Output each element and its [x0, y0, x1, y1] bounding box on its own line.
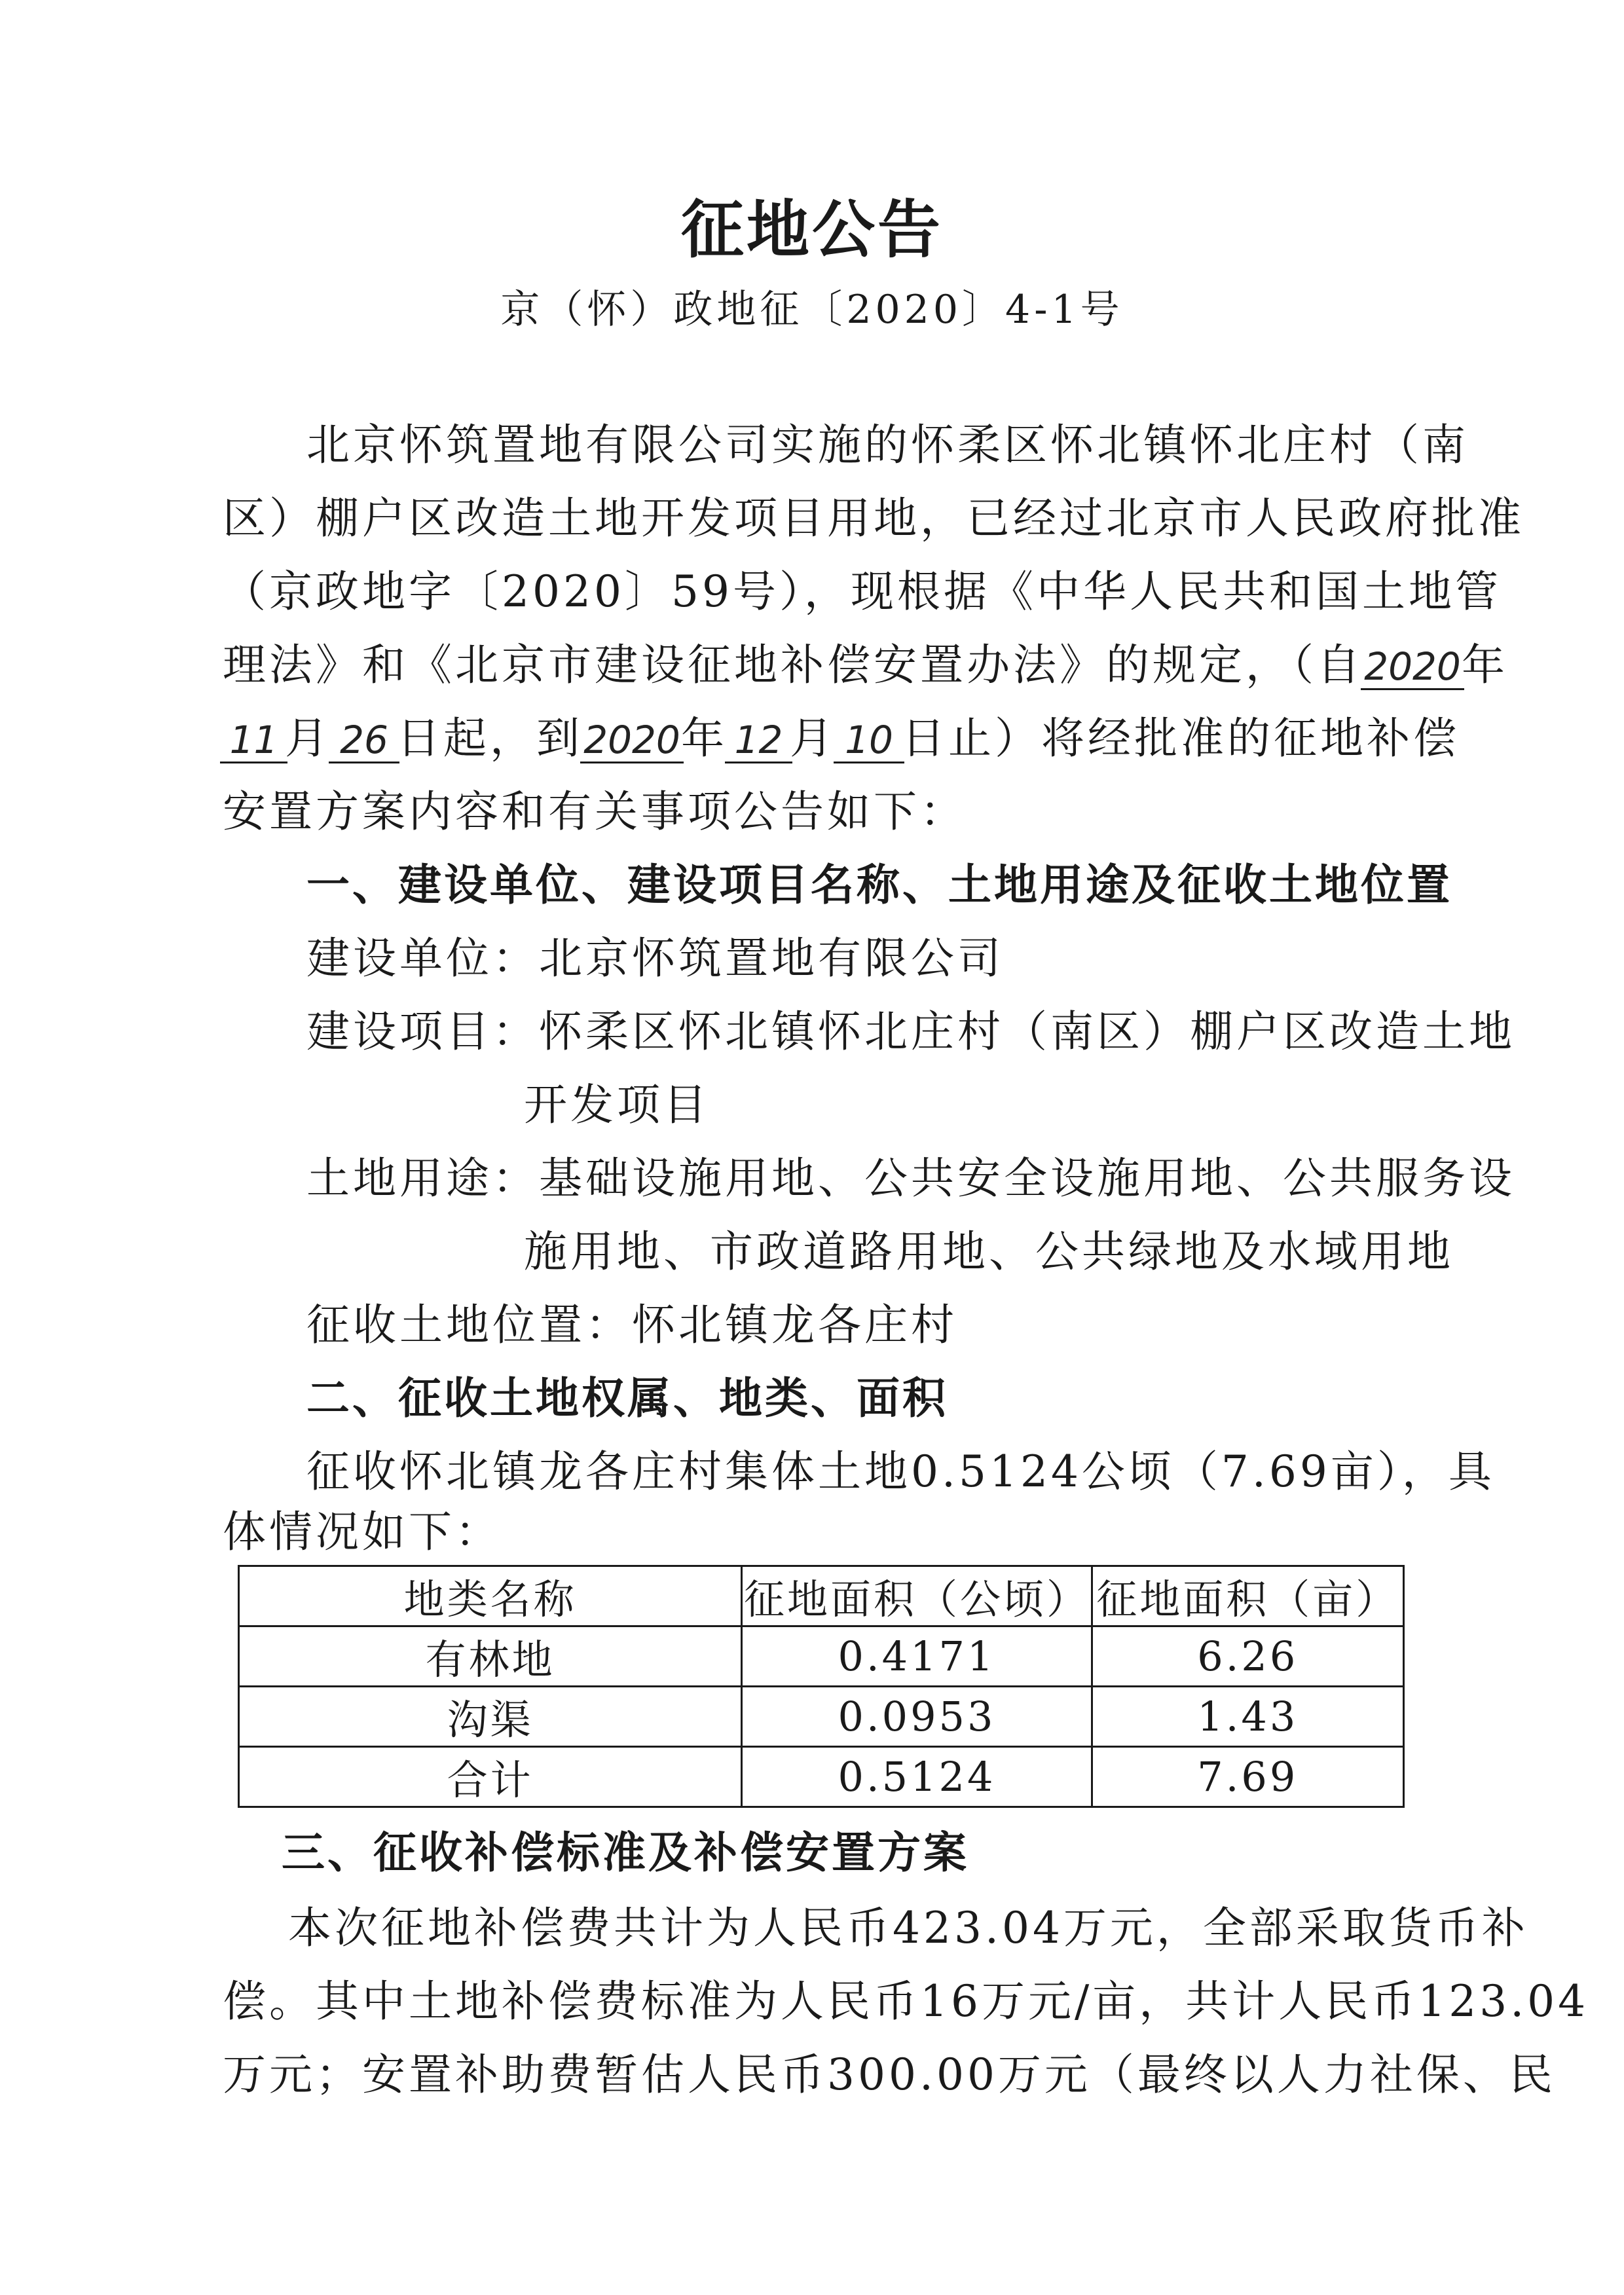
intro-line-3: （京政地字〔2020〕59号），现根据《中华人民共和国土地管: [223, 566, 1502, 617]
intro-line-2: 区）棚户区改造土地开发项目用地，已经过北京市人民政府批准: [223, 493, 1524, 543]
section2-heading: 二、征收土地权属、地类、面积: [306, 1373, 948, 1423]
year-char: 年: [1462, 640, 1508, 690]
intro-line-1: 北京怀筑置地有限公司实施的怀柔区怀北镇怀北庄村（南: [306, 420, 1469, 470]
handwritten-end-year: 2020: [583, 714, 681, 766]
intro-line-4: [223, 639, 1508, 693]
hectare-cell: 0.4171: [742, 1626, 1092, 1687]
from-text: 日起，到: [397, 713, 583, 763]
table-total-row: [239, 1747, 1404, 1807]
month-char: 月: [790, 713, 836, 763]
mu-cell: 1.43: [1092, 1687, 1403, 1747]
land-use: 土地用途：基础设施用地、公共安全设施用地、公共服务设: [306, 1153, 1515, 1203]
handwritten-start-day: 26: [331, 714, 397, 766]
page-title: 征地公告: [681, 193, 943, 266]
section3-line-1: 本次征地补偿费共计为人民币423.04万元，全部采取货币补: [288, 1903, 1528, 1953]
land-type-cell: 沟渠: [239, 1687, 742, 1747]
table-row: [239, 1687, 1404, 1747]
header-area-mu: 征地面积（亩）: [1092, 1566, 1403, 1626]
land-location: 征收土地位置：怀北镇龙各庄村: [306, 1300, 957, 1350]
section3-heading: 三、征收补偿标准及补偿安置方案: [282, 1827, 969, 1878]
until-text: 日止）将经批准的征地补偿: [902, 713, 1460, 763]
land-use-cont: 施用地、市政道路用地、公共绿地及水域用地: [524, 1226, 1454, 1277]
hectare-cell: 0.5124: [742, 1747, 1092, 1807]
document-number: 京（怀）政地征〔2020〕4-1号: [500, 287, 1124, 333]
land-type-cell: 有林地: [239, 1626, 742, 1687]
section3-line-2: 偿。其中土地补偿费标准为人民币16万元/亩，共计人民币123.04: [223, 1976, 1589, 2027]
year-char: 年: [681, 713, 728, 763]
section1-heading: 一、建设单位、建设项目名称、土地用途及征收土地位置: [306, 860, 1452, 910]
mu-cell: 6.26: [1092, 1626, 1403, 1687]
table-row: [239, 1626, 1404, 1687]
land-area-table: [238, 1565, 1405, 1808]
intro-line-6: 安置方案内容和有关事项公告如下：: [223, 786, 967, 837]
section3-line-3: 万元；安置补助费暂估人民币300.00万元（最终以人力社保、民: [223, 2049, 1556, 2100]
table-header-row: [239, 1566, 1404, 1626]
header-area-hectare: 征地面积（公顷）: [742, 1566, 1092, 1626]
construction-project-cont: 开发项目: [524, 1080, 710, 1130]
handwritten-start-month: 11: [223, 714, 285, 766]
section2-text-line-2: 体情况如下：: [223, 1507, 502, 1557]
mu-cell: 7.69: [1092, 1747, 1403, 1807]
construction-unit: 建设单位：北京怀筑置地有限公司: [306, 933, 1004, 983]
header-land-type: 地类名称: [239, 1566, 742, 1626]
section2-text-line-1: 征收怀北镇龙各庄村集体土地0.5124公顷（7.69亩），具: [306, 1446, 1495, 1497]
hectare-cell: 0.0953: [742, 1687, 1092, 1747]
intro-line-5: [223, 712, 1460, 766]
handwritten-end-day: 10: [836, 714, 902, 766]
handwritten-end-month: 12: [728, 714, 790, 766]
land-type-cell: 合计: [239, 1747, 742, 1807]
construction-project: 建设项目：怀柔区怀北镇怀北庄村（南区）棚户区改造土地: [306, 1006, 1515, 1057]
month-char: 月: [285, 713, 331, 763]
intro-line-4-text: 理法》和《北京市建设征地补偿安置办法》的规定，（自: [223, 640, 1363, 690]
handwritten-start-year: 2020: [1363, 640, 1462, 693]
